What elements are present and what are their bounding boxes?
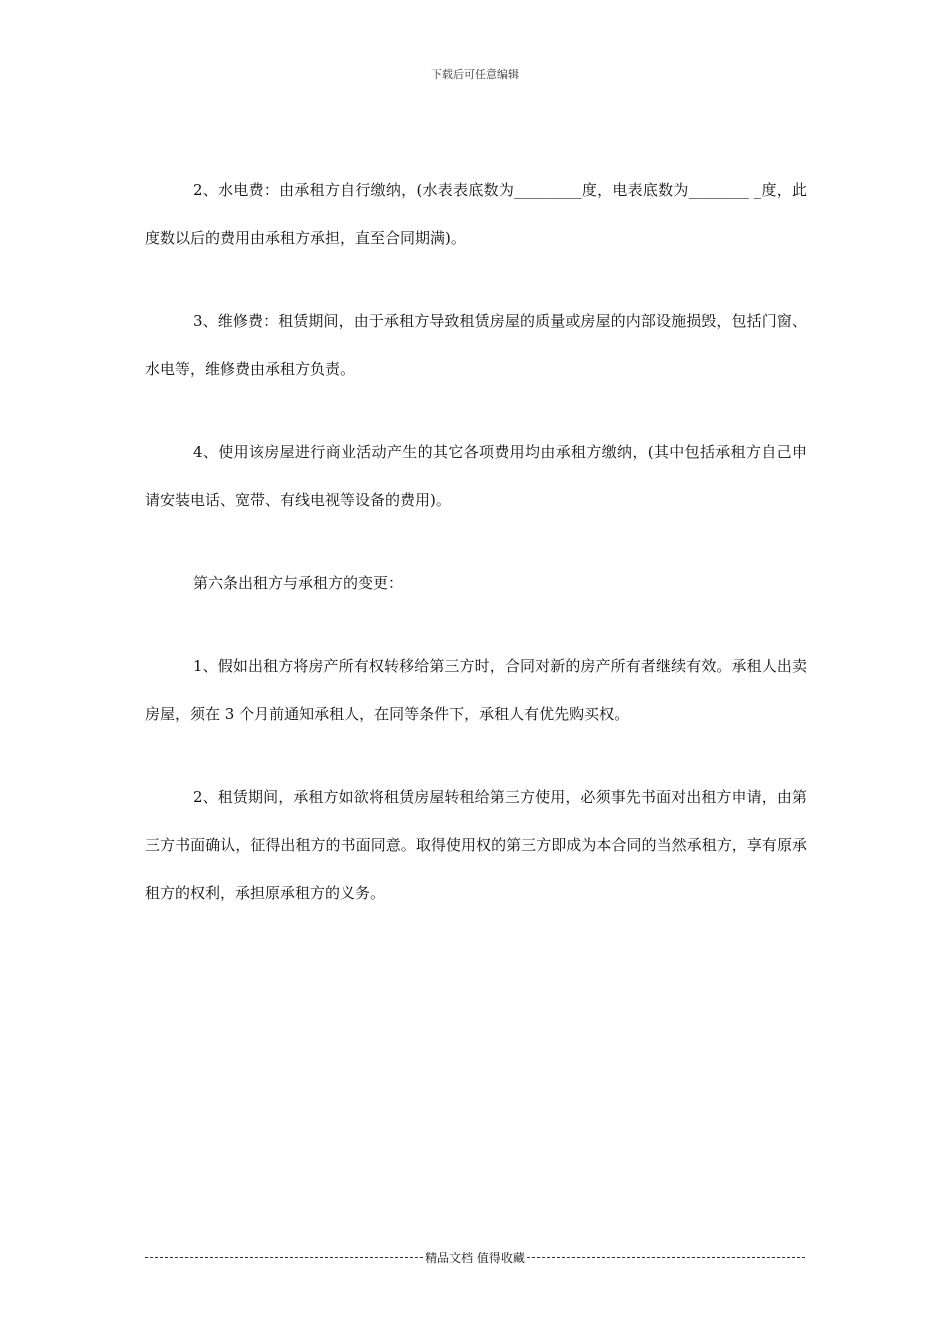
document-body [145, 166, 807, 952]
footer-text: 精品文档 值得收藏 [425, 1251, 525, 1265]
article-six-heading: 第六条出租方与承租方的变更： [193, 574, 404, 592]
clause-ownership-transfer: 1、假如出租方将房产所有权转移给第三方时，合同对新的房产所有者继续有效。承租人出卖房屋，须在 3 个月前通知承租人，在同等条件下，承租人有优先购买权。 [145, 657, 807, 723]
clause-maintenance-fee: 3、维修费：租赁期间，由于承租方导致租赁房屋的质量或房屋的内部设施损毁，包括门窗、水电等，维修费由承租方负责。 [145, 312, 807, 378]
header-note: 下载后可任意编辑 [431, 68, 519, 81]
clause-utilities-fee: 2、水电费：由承租方自行缴纳，(水表表底数为_________度，电表底数为________ _度，此度数以后的费用由承租方承担，直至合同期满)。 [145, 181, 807, 247]
clause-sublease: 2、租赁期间，承租方如欲将租赁房屋转租给第三方使用，必须事先书面对出租方申请，由第三方书面确认，征得出租方的书面同意。取得使用权的第三方即成为本合同的当然承租方，享有原承租方的权利，承担原承租方的义务。 [145, 788, 807, 902]
footer-dash-left [145, 1257, 423, 1258]
footer-dash-right [527, 1257, 805, 1258]
page-footer [145, 1249, 805, 1266]
clause-other-expenses: 4、使用该房屋进行商业活动产生的其它各项费用均由承租方缴纳，(其中包括承租方自己申请安装电话、宽带、有线电视等设备的费用)。 [145, 443, 807, 509]
